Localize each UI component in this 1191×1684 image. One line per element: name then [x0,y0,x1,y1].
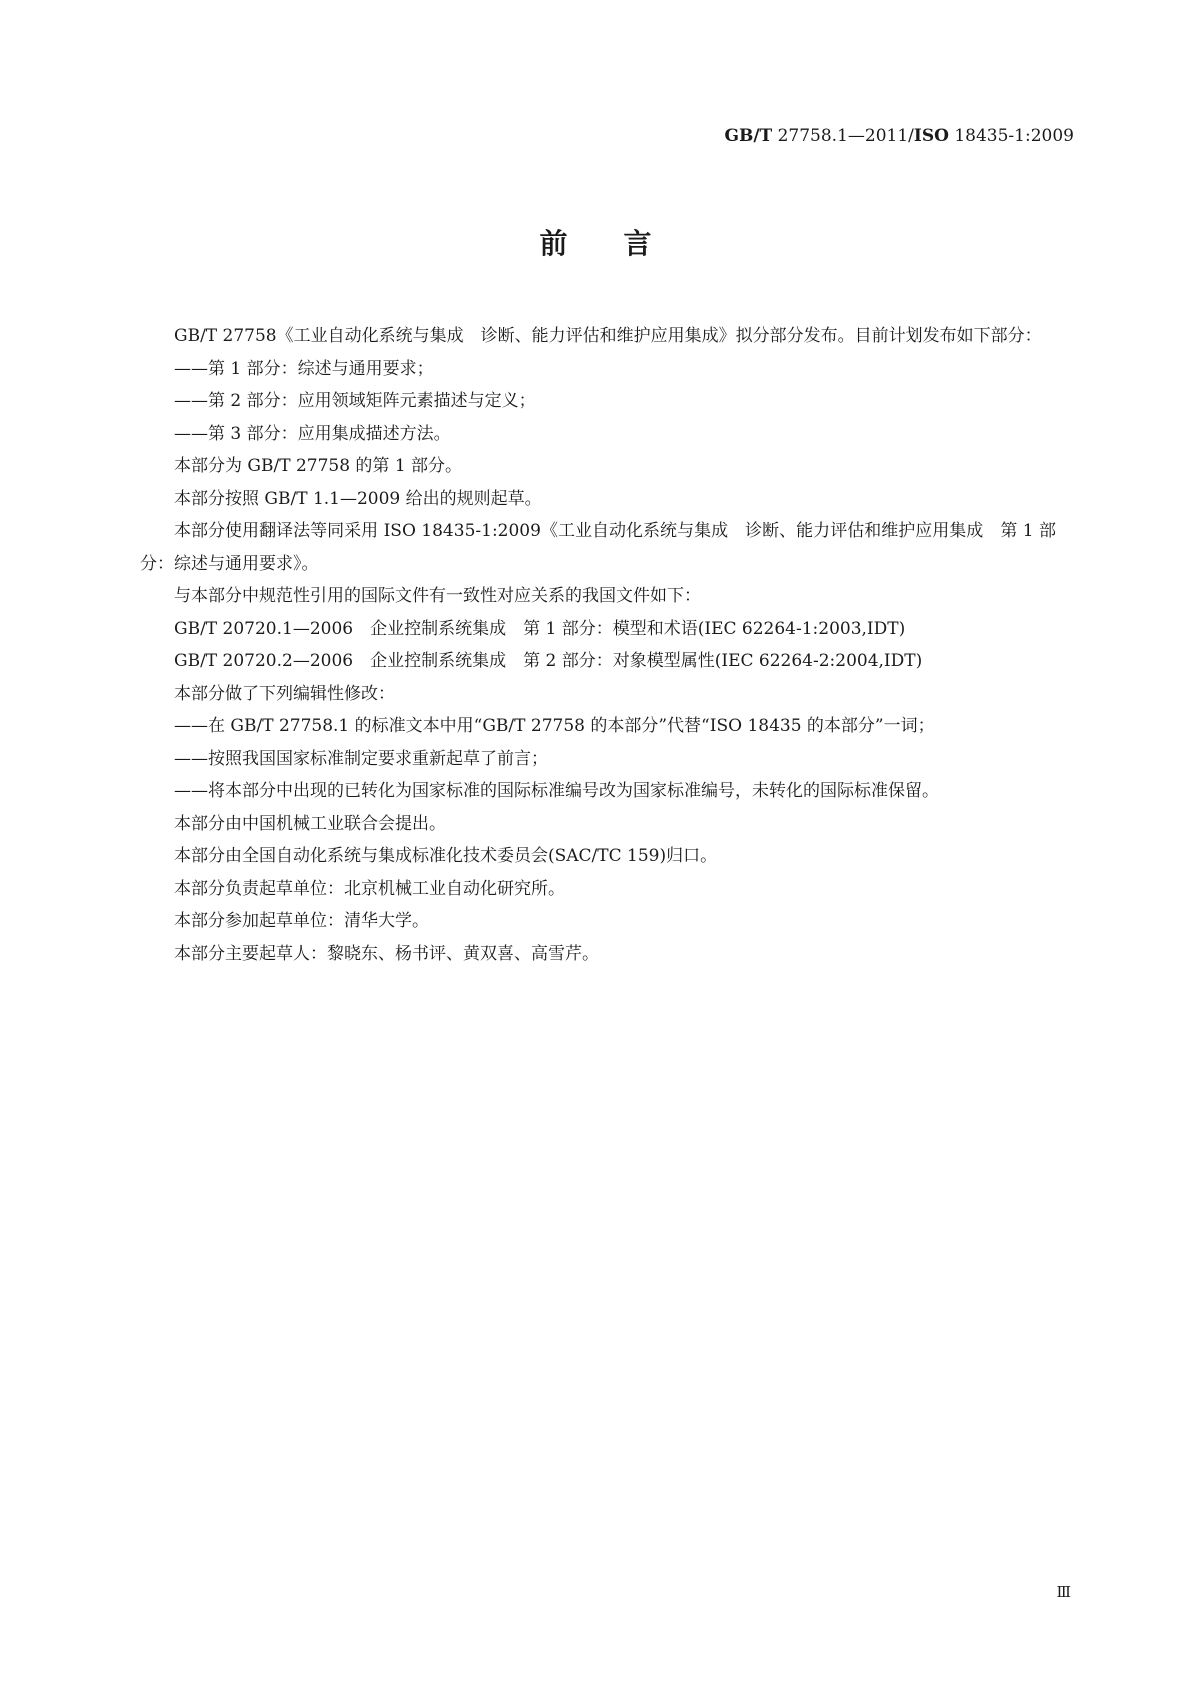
reference-item-2: GB/T 20720.2—2006 企业控制系统集成 第 2 部分：对象模型属性(IEC 62264-2:2004,IDT) [174,651,923,671]
drafting-rules-paragraph: 本部分按照 GB/T 1.1—2009 给出的规则起草。 [174,488,542,509]
centralized-by-paragraph: 本部分由全国自动化系统与集成标准化技术委员会(SAC/TC 159)归口。 [174,846,718,866]
translation-paragraph: 本部分使用翻译法等同采用 ISO 18435-1:2009《工业自动化系统与集成 诊断、能力评估和维护应用集成 第 1 部分：综述与通用要求》。 [140,521,1056,574]
editorial-item-3: ——将本部分中出现的已转化为国家标准的国际标准编号改为国家标准编号，未转化的国际标准保留。 [174,781,939,801]
reference-item-1: GB/T 20720.1—2006 企业控制系统集成 第 1 部分：模型和术语(IEC 62264-1:2003,IDT) [174,618,906,639]
participating-unit-paragraph: 本部分参加起草单位：清华大学。 [174,911,429,931]
intro-paragraph: GB/T 27758《工业自动化系统与集成 诊断、能力评估和维护应用集成》拟分部分发布。目前计划发布如下部分： [174,326,1042,346]
part-list-item-1: ——第 1 部分：综述与通用要求； [174,358,434,379]
part-list-item-2: ——第 2 部分：应用领域矩阵元素描述与定义； [174,391,536,411]
editorial-item-2: ——按照我国国家标准制定要求重新起草了前言； [174,748,548,769]
proposed-by-paragraph: 本部分由中国机械工业联合会提出。 [174,813,446,834]
editorial-item-1: ——在 GB/T 27758.1 的标准文本中用“GB/T 27758 的本部分”代替“ISO 18435 的本部分”一词； [174,716,935,736]
part-list-item-3: ——第 3 部分：应用集成描述方法。 [174,423,451,444]
header-iso: ISO [913,126,949,146]
standard-number-header [724,126,1074,146]
page-number: Ⅲ [1056,1583,1071,1601]
header-iso-number: 18435-1:2009 [948,126,1074,146]
header-gbt: GB/T [724,126,773,146]
editorial-changes-paragraph: 本部分做了下列编辑性修改： [174,683,395,704]
correspondence-paragraph: 与本部分中规范性引用的国际文件有一致性对应关系的我国文件如下： [174,586,701,606]
header-gbt-number: 27758.1—2011/ [772,126,914,146]
drafters-paragraph: 本部分主要起草人：黎晓东、杨书评、黄双喜、高雪芹。 [174,943,599,964]
foreword-body [140,320,1056,970]
this-part-paragraph: 本部分为 GB/T 27758 的第 1 部分。 [174,456,463,476]
page-title: 前言 [539,227,708,260]
responsible-unit-paragraph: 本部分负责起草单位：北京机械工业自动化研究所。 [174,878,565,899]
